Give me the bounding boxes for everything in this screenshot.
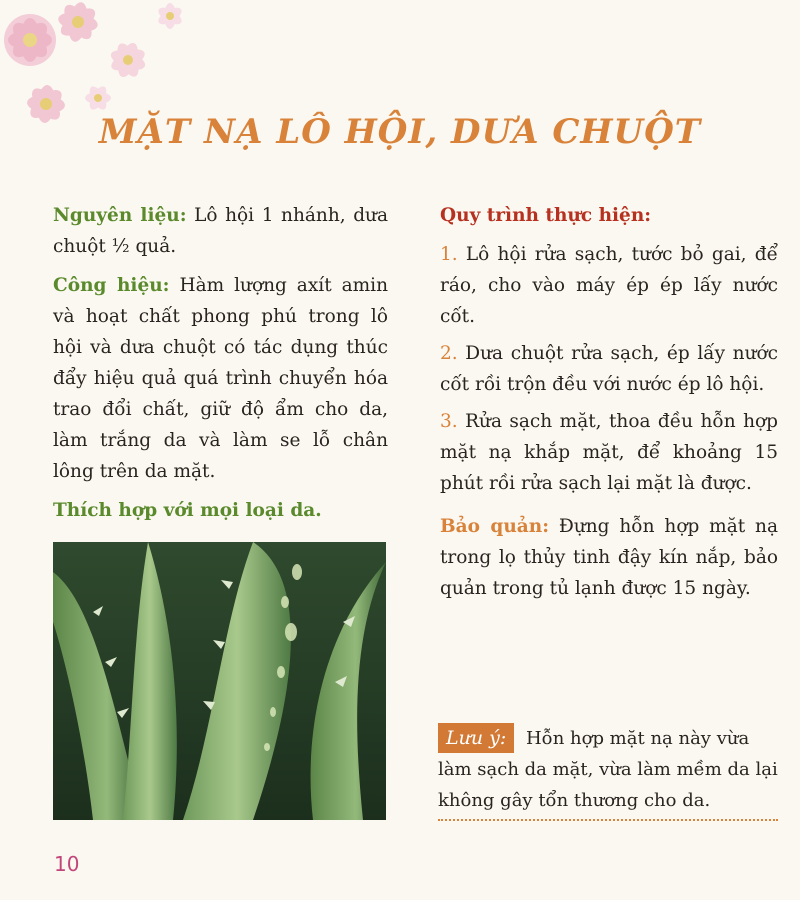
suitable-note: Thích hợp với mọi loại da. (53, 500, 322, 521)
note-divider (438, 819, 778, 821)
note-text: Hỗn hợp mặt nạ này vừa làm sạch da mặt, vừa làm mềm da lại không gây tổn thương cho da. (438, 728, 778, 811)
storage-text: Đựng hỗn hợp mặt nạ trong lọ thủy tinh đậy kín nắp, bảo quản trong tủ lạnh được 15 ngày. (440, 516, 778, 599)
ingredients-label: Nguyên liệu: (53, 205, 187, 226)
step-number: 1. (440, 244, 458, 265)
storage-label: Bảo quản: (440, 516, 550, 537)
effect-text: Hàm lượng axít amin và hoạt chất phong phú trong lô hội và dưa chuột có tác dụng thúc đẩy hiệu quả quá trình chuyển hóa trao đổi chất, giữ độ ẩm cho da, làm trắng da và làm se lỗ chân lông trên da mặt. (53, 275, 388, 482)
left-column (53, 200, 388, 534)
aloe-vera-photo (53, 542, 386, 820)
page-title: MẶT NẠ LÔ HỘI, DƯA CHUỘT (98, 112, 702, 152)
note-label: Lưu ý: (438, 723, 514, 753)
ingredients-text: Lô hội 1 nhánh, dưa chuột ½ quả. (53, 205, 388, 257)
ingredients-paragraph (53, 200, 388, 262)
note-box (438, 723, 778, 816)
storage-paragraph (440, 511, 778, 604)
effect-paragraph (53, 270, 388, 487)
process-step (440, 338, 778, 400)
right-column (440, 200, 778, 612)
step-text: Rửa sạch mặt, thoa đều hỗn hợp mặt nạ khắp mặt, để khoảng 15 phút rồi rửa sạch lại mặt là được. (440, 411, 778, 494)
step-number: 3. (440, 411, 458, 432)
effect-label: Công hiệu: (53, 275, 170, 296)
page-number: 10 (54, 852, 80, 876)
process-step (440, 406, 778, 499)
process-label: Quy trình thực hiện: (440, 205, 652, 226)
step-number: 2. (440, 343, 458, 364)
step-text: Lô hội rửa sạch, tước bỏ gai, để ráo, cho vào máy ép ép lấy nước cốt. (440, 244, 778, 327)
step-text: Dưa chuột rửa sạch, ép lấy nước cốt rồi trộn đều với nước ép lô hội. (440, 343, 778, 395)
process-step (440, 239, 778, 332)
